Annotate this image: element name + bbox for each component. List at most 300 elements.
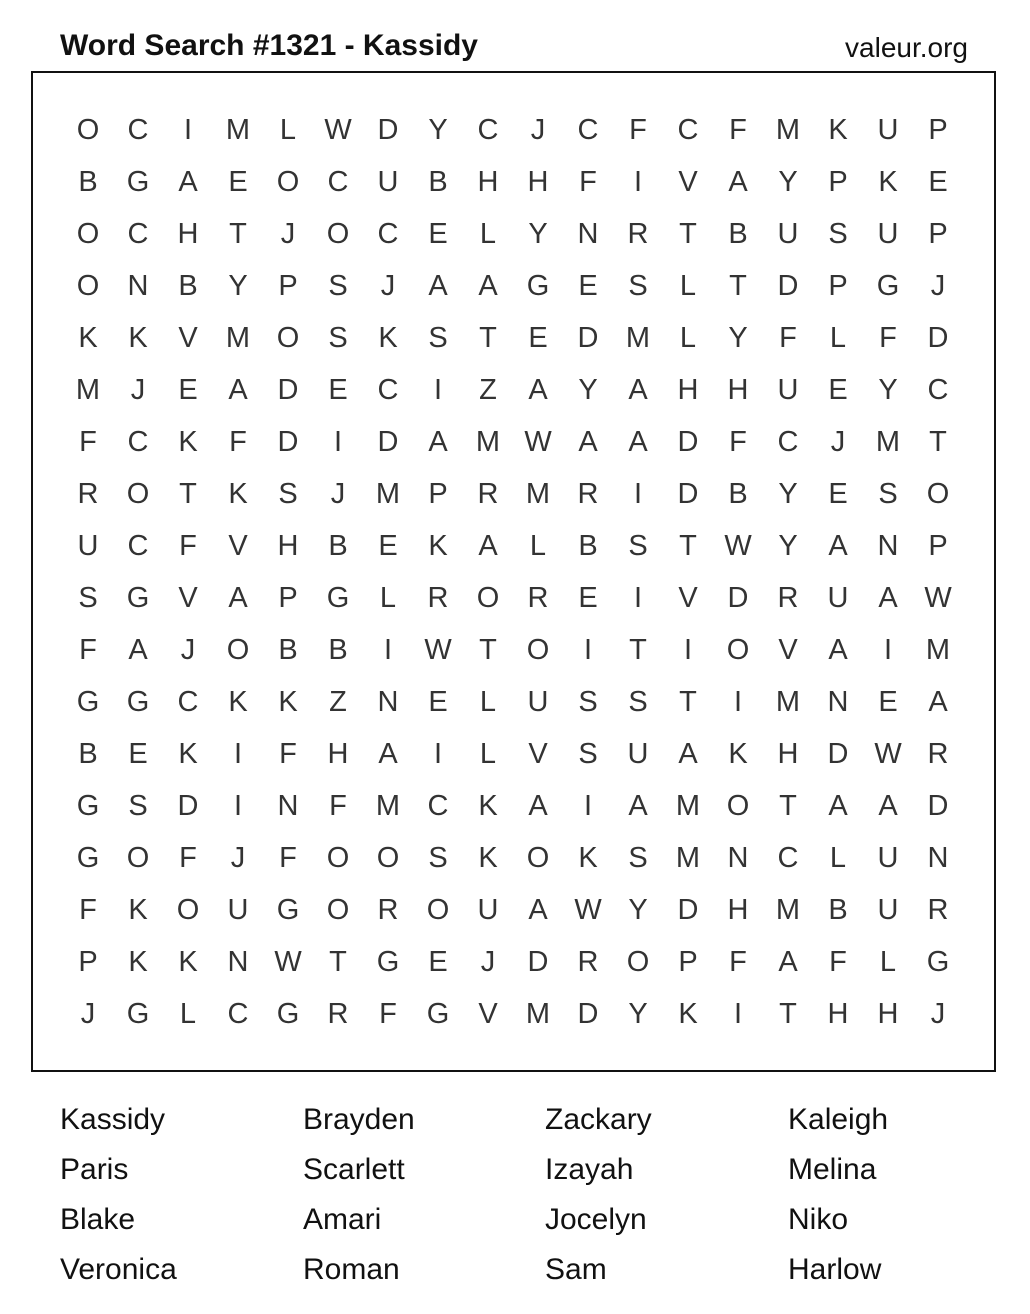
grid-letter[interactable]: A — [678, 738, 698, 770]
grid-letter[interactable]: O — [376, 842, 400, 874]
grid-letter[interactable]: B — [78, 738, 98, 770]
grid-letter[interactable]: C — [777, 426, 799, 458]
grid-letter[interactable]: G — [76, 790, 100, 822]
grid-letter[interactable]: D — [677, 426, 699, 458]
grid-letter[interactable]: L — [679, 322, 697, 354]
grid-letter[interactable]: U — [627, 738, 649, 770]
grid-letter[interactable]: E — [528, 322, 548, 354]
grid-letter[interactable]: F — [779, 322, 797, 354]
grid-letter[interactable]: B — [728, 218, 748, 250]
grid-letter[interactable]: A — [128, 634, 148, 666]
grid-letter[interactable]: C — [477, 114, 499, 146]
grid-letter[interactable]: N — [377, 686, 399, 718]
grid-letter[interactable]: B — [178, 270, 198, 302]
grid-letter[interactable]: V — [678, 582, 698, 614]
grid-letter[interactable]: W — [424, 634, 452, 666]
grid-letter[interactable]: E — [328, 374, 348, 406]
grid-letter[interactable]: J — [930, 998, 946, 1030]
grid-letter[interactable]: W — [574, 894, 602, 926]
grid-letter[interactable]: U — [877, 842, 899, 874]
grid-letter[interactable]: M — [925, 634, 951, 666]
grid-letter[interactable]: U — [77, 530, 99, 562]
grid-letter[interactable]: P — [428, 478, 448, 510]
grid-letter[interactable]: H — [327, 738, 349, 770]
grid-letter[interactable]: U — [527, 686, 549, 718]
grid-letter[interactable]: I — [433, 738, 443, 770]
grid-letter[interactable]: E — [428, 946, 448, 978]
grid-letter[interactable]: D — [277, 426, 299, 458]
grid-letter[interactable]: T — [229, 218, 247, 250]
grid-letter[interactable]: Z — [479, 374, 497, 406]
grid-letter[interactable]: E — [878, 686, 898, 718]
grid-letter[interactable]: L — [829, 842, 847, 874]
grid-letter[interactable]: D — [377, 114, 399, 146]
grid-letter[interactable]: O — [76, 114, 100, 146]
grid-letter[interactable]: F — [229, 426, 247, 458]
grid-letter[interactable]: K — [228, 478, 248, 510]
grid-letter[interactable]: O — [76, 270, 100, 302]
grid-letter[interactable]: V — [478, 998, 498, 1030]
grid-letter[interactable]: F — [79, 634, 97, 666]
grid-letter[interactable]: F — [729, 426, 747, 458]
grid-letter[interactable]: B — [828, 894, 848, 926]
grid-letter[interactable]: P — [78, 946, 98, 978]
grid-letter[interactable]: S — [428, 322, 448, 354]
grid-letter[interactable]: Y — [778, 530, 798, 562]
grid-letter[interactable]: S — [628, 530, 648, 562]
grid-letter[interactable]: E — [128, 738, 148, 770]
grid-letter[interactable]: U — [877, 218, 899, 250]
grid-letter[interactable]: H — [277, 530, 299, 562]
grid-letter[interactable]: I — [583, 634, 593, 666]
grid-letter[interactable]: A — [178, 166, 198, 198]
grid-letter[interactable]: C — [777, 842, 799, 874]
grid-letter[interactable]: K — [678, 998, 698, 1030]
grid-letter[interactable]: D — [527, 946, 549, 978]
grid-letter[interactable]: E — [828, 478, 848, 510]
grid-letter[interactable]: K — [278, 686, 298, 718]
grid-letter[interactable]: S — [628, 270, 648, 302]
grid-letter[interactable]: T — [679, 686, 697, 718]
grid-letter[interactable]: I — [633, 478, 643, 510]
grid-letter[interactable]: N — [727, 842, 749, 874]
grid-letter[interactable]: D — [727, 582, 749, 614]
grid-letter[interactable]: Y — [628, 998, 648, 1030]
grid-letter[interactable]: Y — [778, 166, 798, 198]
grid-letter[interactable]: A — [228, 374, 248, 406]
grid-letter[interactable]: R — [927, 894, 949, 926]
grid-letter[interactable]: I — [233, 738, 243, 770]
grid-letter[interactable]: O — [276, 166, 300, 198]
grid-letter[interactable]: C — [677, 114, 699, 146]
grid-letter[interactable]: J — [280, 218, 296, 250]
grid-letter[interactable]: T — [479, 322, 497, 354]
grid-letter[interactable]: T — [479, 634, 497, 666]
grid-letter[interactable]: R — [527, 582, 549, 614]
grid-letter[interactable]: Y — [628, 894, 648, 926]
grid-letter[interactable]: E — [378, 530, 398, 562]
grid-letter[interactable]: B — [78, 166, 98, 198]
grid-letter[interactable]: E — [178, 374, 198, 406]
grid-letter[interactable]: K — [78, 322, 98, 354]
grid-letter[interactable]: K — [178, 946, 198, 978]
grid-letter[interactable]: H — [177, 218, 199, 250]
grid-letter[interactable]: S — [278, 478, 298, 510]
grid-letter[interactable]: N — [227, 946, 249, 978]
grid-letter[interactable]: A — [728, 166, 748, 198]
grid-letter[interactable]: L — [479, 686, 497, 718]
grid-letter[interactable]: N — [877, 530, 899, 562]
grid-letter[interactable]: H — [727, 374, 749, 406]
grid-letter[interactable]: O — [326, 842, 350, 874]
grid-letter[interactable]: A — [628, 374, 648, 406]
grid-letter[interactable]: Y — [428, 114, 448, 146]
grid-letter[interactable]: K — [178, 426, 198, 458]
grid-letter[interactable]: M — [525, 478, 551, 510]
grid-letter[interactable]: H — [727, 894, 749, 926]
grid-letter[interactable]: S — [128, 790, 148, 822]
grid-letter[interactable]: S — [78, 582, 98, 614]
grid-letter[interactable]: C — [227, 998, 249, 1030]
grid-letter[interactable]: L — [379, 582, 397, 614]
grid-letter[interactable]: R — [627, 218, 649, 250]
grid-letter[interactable]: E — [928, 166, 948, 198]
grid-letter[interactable]: M — [475, 426, 501, 458]
grid-letter[interactable]: Y — [528, 218, 548, 250]
grid-letter[interactable]: R — [327, 998, 349, 1030]
grid-letter[interactable]: Y — [778, 478, 798, 510]
grid-letter[interactable]: J — [130, 374, 146, 406]
grid-letter[interactable]: G — [376, 946, 400, 978]
grid-letter[interactable]: A — [878, 790, 898, 822]
grid-letter[interactable]: I — [733, 686, 743, 718]
grid-letter[interactable]: K — [128, 946, 148, 978]
grid-letter[interactable]: M — [875, 426, 901, 458]
grid-letter[interactable]: S — [628, 842, 648, 874]
grid-letter[interactable]: T — [179, 478, 197, 510]
grid-letter[interactable]: K — [128, 322, 148, 354]
grid-letter[interactable]: O — [426, 894, 450, 926]
grid-letter[interactable]: D — [827, 738, 849, 770]
grid-letter[interactable]: S — [328, 322, 348, 354]
grid-letter[interactable]: C — [127, 114, 149, 146]
grid-letter[interactable]: V — [228, 530, 248, 562]
grid-letter[interactable]: D — [177, 790, 199, 822]
grid-letter[interactable]: J — [330, 478, 346, 510]
grid-letter[interactable]: F — [179, 530, 197, 562]
grid-letter[interactable]: R — [427, 582, 449, 614]
grid-letter[interactable]: B — [278, 634, 298, 666]
grid-letter[interactable]: J — [80, 998, 96, 1030]
grid-letter[interactable]: W — [924, 582, 952, 614]
grid-letter[interactable]: O — [226, 634, 250, 666]
grid-letter[interactable]: M — [675, 790, 701, 822]
grid-letter[interactable]: D — [277, 374, 299, 406]
grid-letter[interactable]: N — [927, 842, 949, 874]
grid-letter[interactable]: I — [683, 634, 693, 666]
grid-letter[interactable]: I — [333, 426, 343, 458]
grid-letter[interactable]: P — [928, 530, 948, 562]
grid-letter[interactable]: V — [528, 738, 548, 770]
grid-letter[interactable]: M — [375, 478, 401, 510]
grid-letter[interactable]: G — [926, 946, 950, 978]
grid-letter[interactable]: K — [128, 894, 148, 926]
grid-letter[interactable]: D — [927, 790, 949, 822]
grid-letter[interactable]: R — [477, 478, 499, 510]
grid-letter[interactable]: B — [728, 478, 748, 510]
grid-letter[interactable]: Z — [329, 686, 347, 718]
grid-letter[interactable]: K — [378, 322, 398, 354]
grid-letter[interactable]: G — [76, 842, 100, 874]
grid-letter[interactable]: F — [379, 998, 397, 1030]
grid-letter[interactable]: F — [729, 114, 747, 146]
grid-letter[interactable]: L — [279, 114, 297, 146]
grid-letter[interactable]: Y — [228, 270, 248, 302]
grid-letter[interactable]: A — [528, 894, 548, 926]
grid-letter[interactable]: F — [79, 426, 97, 458]
grid-letter[interactable]: I — [233, 790, 243, 822]
grid-letter[interactable]: K — [728, 738, 748, 770]
grid-letter[interactable]: U — [377, 166, 399, 198]
grid-letter[interactable]: A — [228, 582, 248, 614]
grid-letter[interactable]: O — [476, 582, 500, 614]
grid-letter[interactable]: D — [577, 998, 599, 1030]
grid-letter[interactable]: O — [276, 322, 300, 354]
grid-letter[interactable]: L — [479, 218, 497, 250]
grid-letter[interactable]: G — [126, 686, 150, 718]
grid-letter[interactable]: C — [927, 374, 949, 406]
grid-letter[interactable]: T — [779, 998, 797, 1030]
grid-letter[interactable]: E — [428, 686, 448, 718]
grid-letter[interactable]: C — [127, 426, 149, 458]
grid-letter[interactable]: F — [279, 842, 297, 874]
grid-letter[interactable]: D — [927, 322, 949, 354]
grid-letter[interactable]: M — [775, 686, 801, 718]
grid-letter[interactable]: M — [525, 998, 551, 1030]
grid-letter[interactable]: G — [526, 270, 550, 302]
grid-letter[interactable]: N — [577, 218, 599, 250]
grid-letter[interactable]: W — [524, 426, 552, 458]
grid-letter[interactable]: F — [279, 738, 297, 770]
grid-letter[interactable]: N — [827, 686, 849, 718]
grid-letter[interactable]: K — [578, 842, 598, 874]
grid-letter[interactable]: J — [480, 946, 496, 978]
grid-letter[interactable]: H — [677, 374, 699, 406]
grid-letter[interactable]: S — [328, 270, 348, 302]
grid-letter[interactable]: A — [428, 270, 448, 302]
grid-letter[interactable]: V — [178, 322, 198, 354]
grid-letter[interactable]: A — [628, 790, 648, 822]
grid-letter[interactable]: O — [726, 790, 750, 822]
grid-letter[interactable]: G — [126, 998, 150, 1030]
grid-letter[interactable]: O — [526, 634, 550, 666]
grid-letter[interactable]: K — [228, 686, 248, 718]
grid-letter[interactable]: D — [677, 478, 699, 510]
grid-letter[interactable]: M — [775, 114, 801, 146]
grid-letter[interactable]: I — [183, 114, 193, 146]
grid-letter[interactable]: K — [428, 530, 448, 562]
grid-letter[interactable]: O — [326, 894, 350, 926]
grid-letter[interactable]: W — [274, 946, 302, 978]
grid-letter[interactable]: A — [828, 530, 848, 562]
grid-letter[interactable]: A — [578, 426, 598, 458]
grid-letter[interactable]: J — [830, 426, 846, 458]
grid-letter[interactable]: H — [477, 166, 499, 198]
grid-letter[interactable]: S — [428, 842, 448, 874]
grid-letter[interactable]: M — [775, 894, 801, 926]
grid-letter[interactable]: F — [579, 166, 597, 198]
grid-letter[interactable]: L — [529, 530, 547, 562]
grid-letter[interactable]: O — [326, 218, 350, 250]
grid-letter[interactable]: E — [428, 218, 448, 250]
grid-letter[interactable]: A — [528, 374, 548, 406]
grid-letter[interactable]: G — [276, 894, 300, 926]
grid-letter[interactable]: L — [479, 738, 497, 770]
grid-letter[interactable]: U — [877, 894, 899, 926]
grid-letter[interactable]: U — [877, 114, 899, 146]
grid-letter[interactable]: B — [428, 166, 448, 198]
grid-letter[interactable]: E — [228, 166, 248, 198]
grid-letter[interactable]: L — [679, 270, 697, 302]
grid-letter[interactable]: I — [633, 582, 643, 614]
grid-letter[interactable]: T — [929, 426, 947, 458]
grid-letter[interactable]: H — [877, 998, 899, 1030]
grid-letter[interactable]: I — [633, 166, 643, 198]
grid-letter[interactable]: O — [76, 218, 100, 250]
grid-letter[interactable]: D — [377, 426, 399, 458]
grid-letter[interactable]: K — [878, 166, 898, 198]
grid-letter[interactable]: T — [779, 790, 797, 822]
grid-letter[interactable]: P — [828, 270, 848, 302]
grid-letter[interactable]: J — [230, 842, 246, 874]
grid-letter[interactable]: J — [930, 270, 946, 302]
grid-letter[interactable]: M — [225, 114, 251, 146]
grid-letter[interactable]: R — [77, 478, 99, 510]
grid-letter[interactable]: F — [79, 894, 97, 926]
grid-letter[interactable]: N — [277, 790, 299, 822]
grid-letter[interactable]: D — [677, 894, 699, 926]
grid-letter[interactable]: B — [328, 634, 348, 666]
grid-letter[interactable]: I — [883, 634, 893, 666]
grid-letter[interactable]: W — [324, 114, 352, 146]
grid-letter[interactable]: O — [526, 842, 550, 874]
grid-letter[interactable]: I — [383, 634, 393, 666]
grid-letter[interactable]: K — [478, 790, 498, 822]
grid-letter[interactable]: P — [678, 946, 698, 978]
grid-letter[interactable]: S — [878, 478, 898, 510]
grid-letter[interactable]: K — [478, 842, 498, 874]
grid-letter[interactable]: H — [777, 738, 799, 770]
grid-letter[interactable]: E — [578, 270, 598, 302]
grid-letter[interactable]: A — [378, 738, 398, 770]
grid-letter[interactable]: G — [76, 686, 100, 718]
grid-letter[interactable]: R — [577, 478, 599, 510]
grid-letter[interactable]: C — [327, 166, 349, 198]
grid-letter[interactable]: V — [178, 582, 198, 614]
grid-letter[interactable]: F — [729, 946, 747, 978]
grid-letter[interactable]: U — [827, 582, 849, 614]
grid-letter[interactable]: P — [928, 114, 948, 146]
grid-letter[interactable]: Y — [578, 374, 598, 406]
grid-letter[interactable]: P — [278, 582, 298, 614]
grid-letter[interactable]: G — [126, 582, 150, 614]
grid-letter[interactable]: J — [530, 114, 546, 146]
grid-letter[interactable]: F — [829, 946, 847, 978]
grid-letter[interactable]: K — [828, 114, 848, 146]
grid-letter[interactable]: B — [578, 530, 598, 562]
grid-letter[interactable]: S — [628, 686, 648, 718]
grid-letter[interactable]: T — [729, 270, 747, 302]
grid-letter[interactable]: B — [328, 530, 348, 562]
grid-letter[interactable]: I — [733, 998, 743, 1030]
grid-letter[interactable]: A — [528, 790, 548, 822]
grid-letter[interactable]: R — [377, 894, 399, 926]
grid-letter[interactable]: K — [178, 738, 198, 770]
grid-letter[interactable]: A — [628, 426, 648, 458]
grid-letter[interactable]: P — [278, 270, 298, 302]
grid-letter[interactable]: T — [679, 530, 697, 562]
grid-letter[interactable]: C — [127, 218, 149, 250]
grid-letter[interactable]: H — [827, 998, 849, 1030]
grid-letter[interactable]: C — [377, 374, 399, 406]
grid-letter[interactable]: G — [276, 998, 300, 1030]
grid-letter[interactable]: A — [478, 270, 498, 302]
grid-letter[interactable]: A — [478, 530, 498, 562]
grid-letter[interactable]: C — [177, 686, 199, 718]
grid-letter[interactable]: Y — [728, 322, 748, 354]
grid-letter[interactable]: A — [828, 790, 848, 822]
grid-letter[interactable]: S — [578, 738, 598, 770]
grid-letter[interactable]: G — [126, 166, 150, 198]
grid-letter[interactable]: F — [629, 114, 647, 146]
grid-letter[interactable]: J — [180, 634, 196, 666]
grid-letter[interactable]: D — [577, 322, 599, 354]
grid-letter[interactable]: A — [878, 582, 898, 614]
grid-letter[interactable]: C — [577, 114, 599, 146]
grid-letter[interactable]: O — [126, 478, 150, 510]
grid-letter[interactable]: M — [75, 374, 101, 406]
grid-letter[interactable]: Y — [878, 374, 898, 406]
grid-letter[interactable]: L — [829, 322, 847, 354]
grid-letter[interactable]: T — [329, 946, 347, 978]
grid-letter[interactable]: O — [176, 894, 200, 926]
grid-letter[interactable]: A — [928, 686, 948, 718]
grid-letter[interactable]: C — [377, 218, 399, 250]
grid-letter[interactable]: U — [227, 894, 249, 926]
grid-letter[interactable]: V — [678, 166, 698, 198]
grid-letter[interactable]: N — [127, 270, 149, 302]
grid-letter[interactable]: G — [426, 998, 450, 1030]
grid-letter[interactable]: M — [675, 842, 701, 874]
grid-letter[interactable]: G — [326, 582, 350, 614]
grid-letter[interactable]: U — [777, 218, 799, 250]
grid-letter[interactable]: F — [879, 322, 897, 354]
grid-letter[interactable]: L — [179, 998, 197, 1030]
grid-letter[interactable]: F — [329, 790, 347, 822]
grid-letter[interactable]: H — [527, 166, 549, 198]
grid-letter[interactable]: O — [626, 946, 650, 978]
grid-letter[interactable]: P — [828, 166, 848, 198]
grid-letter[interactable]: D — [777, 270, 799, 302]
grid-letter[interactable]: V — [778, 634, 798, 666]
grid-letter[interactable]: S — [578, 686, 598, 718]
grid-letter[interactable]: M — [225, 322, 251, 354]
grid-letter[interactable]: J — [380, 270, 396, 302]
grid-letter[interactable]: F — [179, 842, 197, 874]
grid-letter[interactable]: R — [577, 946, 599, 978]
grid-letter[interactable]: R — [927, 738, 949, 770]
grid-letter[interactable]: E — [578, 582, 598, 614]
